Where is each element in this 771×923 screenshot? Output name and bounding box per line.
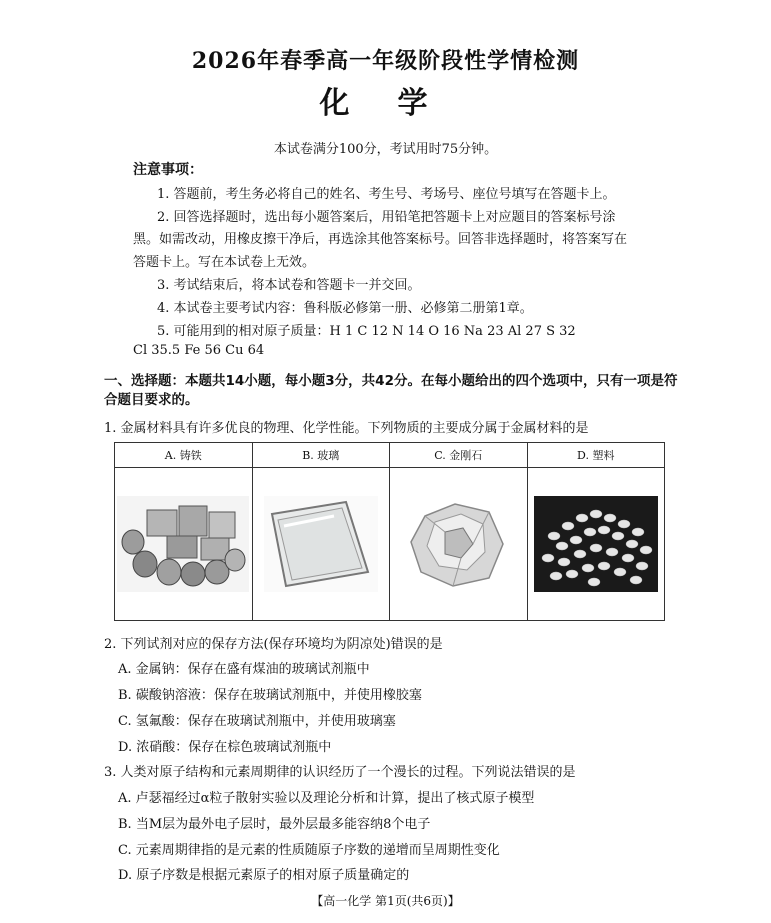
notice-line: 2. 回答选择题时，选出每小题答案后，用铅笔把答题卡上对应题目的答案标号涂 — [157, 210, 616, 225]
option-a-image-cell — [115, 468, 253, 621]
question-3-option: B. 当M层为最外电子层时，最外层最多能容纳8个电子 — [118, 817, 431, 832]
question-3-option: D. 原子序数是根据元素原子的相对原子质量确定的 — [118, 868, 410, 883]
materials-table — [114, 442, 665, 621]
page-footer: 【高一化学 第1页(共6页)】 — [311, 894, 460, 908]
cast-iron-image — [117, 496, 249, 592]
diamond-image — [405, 496, 511, 592]
notice-line: 3. 考试结束后，将本试卷和答题卡一并交回。 — [157, 278, 421, 293]
option-b-image-cell — [252, 468, 390, 621]
exam-title: 2026年春季高一年级阶段性学情检测 — [191, 48, 580, 74]
question-3-option: C. 元素周期律指的是元素的性质随原子序数的递增而呈周期性变化 — [118, 843, 500, 858]
notice-line: 1. 答题前，考生务必将自己的姓名、考生号、考场号、座位号填写在答题卡上。 — [157, 187, 616, 202]
option-c-image-cell — [390, 468, 528, 621]
notice-line: Cl 35.5 Fe 56 Cu 64 — [133, 343, 265, 358]
option-c-label: C. 金刚石 — [390, 443, 528, 468]
question-3-stem: 3. 人类对原子结构和元素周期律的认识经历了一个漫长的过程。下列说法错误的是 — [104, 765, 576, 780]
glass-image — [264, 496, 378, 592]
question-2-option: B. 碳酸钠溶液：保存在玻璃试剂瓶中，并使用橡胶塞 — [118, 688, 422, 703]
exam-info: 本试卷满分100分，考试用时75分钟。 — [273, 142, 498, 157]
option-d-image-cell — [527, 468, 665, 621]
question-2-option: D. 浓硝酸：保存在棕色玻璃试剂瓶中 — [118, 740, 332, 755]
notice-line: 5. 可能用到的相对原子质量：H 1 C 12 N 14 O 16 Na 23 Al 27 S 32 — [157, 324, 576, 339]
notice-line: 4. 本试卷主要考试内容：鲁科版必修第一册、必修第二册第1章。 — [157, 301, 533, 316]
question-1-stem: 1. 金属材料具有许多优良的物理、化学性能。下列物质的主要成分属于金属材料的是 — [104, 421, 589, 436]
question-2-stem: 2. 下列试剂对应的保存方法(保存环境均为阴凉处)错误的是 — [104, 637, 443, 652]
notice-line: 黑。如需改动，用橡皮擦干净后，再选涂其他答案标号。回答非选择题时，将答案写在 — [133, 232, 628, 247]
subject-title: 化学 — [319, 86, 476, 121]
question-3-option: A. 卢瑟福经过α粒子散射实验以及理论分析和计算，提出了核式原子模型 — [118, 791, 535, 806]
option-a-label: A. 铸铁 — [115, 443, 253, 468]
notice-line: 答题卡上。写在本试卷上无效。 — [133, 255, 316, 270]
plastic-pellets-image — [534, 496, 658, 592]
question-2-option: A. 金属钠：保存在盛有煤油的玻璃试剂瓶中 — [118, 662, 370, 677]
option-b-label: B. 玻璃 — [252, 443, 390, 468]
notice-heading: 注意事项： — [133, 162, 203, 178]
question-2-option: C. 氢氟酸：保存在玻璃试剂瓶中，并使用玻璃塞 — [118, 714, 396, 729]
option-d-label: D. 塑料 — [527, 443, 665, 468]
section-heading: 一、选择题：本题共14小题，每小题3分，共42分。在每小题给出的四个选项中，只有一项是符合题目要求的。 — [104, 373, 678, 408]
